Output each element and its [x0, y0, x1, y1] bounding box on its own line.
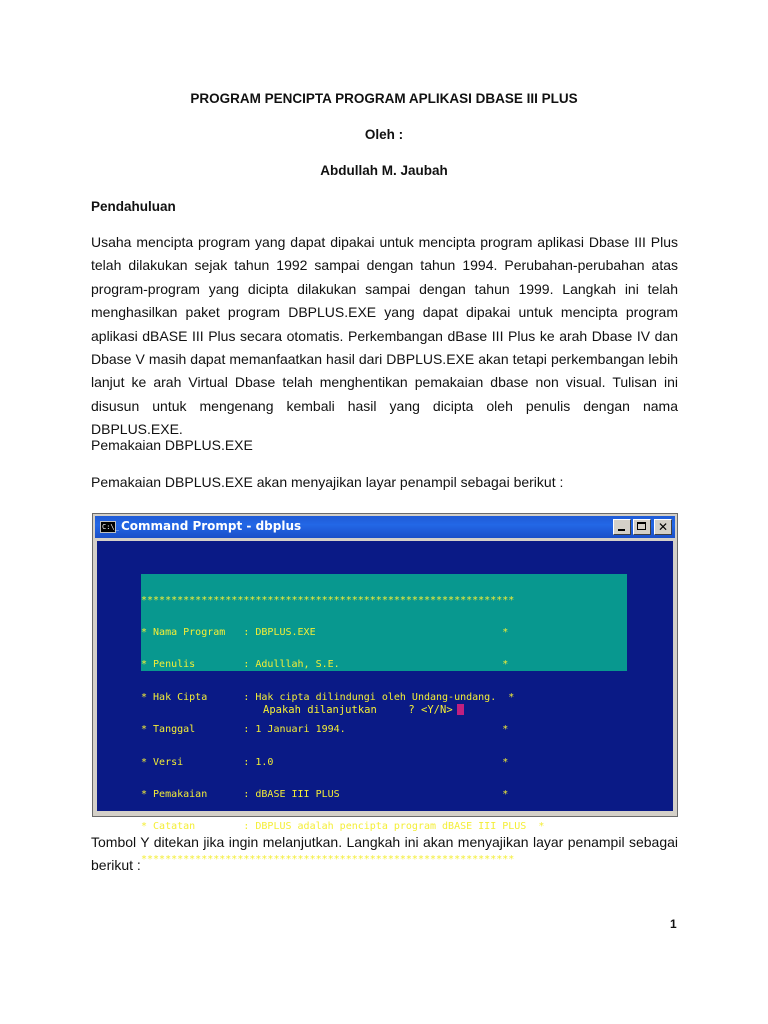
intro-line: telah dilakukan sejak tahun 1992 sampai dengan tahun 1994. Perubahan-perubahan atas	[91, 257, 678, 274]
info-row-tanggal: * Tanggal : 1 Januari 1994. *	[141, 724, 509, 736]
continue-prompt-text: Apakah dilanjutkan ? <Y/N>	[263, 704, 453, 716]
usage-text: Pemakaian DBPLUS.EXE akan menyajikan layar penampil sebagai berikut :	[91, 474, 564, 490]
info-row-penulis: * Penulis : Adulllah, S.E. *	[141, 659, 509, 671]
intro-line: Dbase V masih dapat memanfaatkan hasil dari DBPLUS.EXE akan tetapi perkembangan lebih	[91, 351, 678, 368]
info-row-versi: * Versi : 1.0 *	[141, 756, 509, 768]
after-paragraph	[91, 831, 678, 878]
info-row-nama-program: * Nama Program : DBPLUS.EXE *	[141, 626, 509, 638]
cmd-icon[interactable]: C:\_	[102, 523, 119, 531]
info-row-catatan: * Catatan : DBPLUS adalah pencipta program dBASE III PLUS *	[141, 821, 545, 833]
after-line: Tombol Y ditekan jika ingin melanjutkan. Langkah ini akan menyajikan layar penampil sebagai	[91, 834, 678, 850]
usage-heading: Pemakaian DBPLUS.EXE	[91, 437, 253, 453]
page-number: 1	[670, 917, 677, 931]
intro-paragraph	[91, 231, 678, 442]
minimize-icon	[618, 529, 625, 531]
after-line: berikut :	[91, 857, 141, 874]
info-row-pemakaian: * Pemakaian : dBASE III PLUS *	[141, 788, 509, 800]
close-icon: ✕	[657, 520, 669, 534]
info-row-hak-cipta: * Hak Cipta : Hak cipta dilindungi oleh Undang-undang. *	[141, 691, 515, 703]
author-name: Abdullah M. Jaubah	[320, 163, 448, 178]
window-title: Command Prompt - dbplus	[121, 519, 302, 533]
text-cursor[interactable]	[457, 704, 464, 715]
intro-line: program-program yang dicipta dilakukan sampai dengan tahun 1999. Langkah ini telah	[91, 280, 678, 297]
continue-prompt	[263, 704, 464, 716]
maximize-icon	[637, 522, 646, 530]
section-heading: Pendahuluan	[91, 199, 176, 214]
document-title: PROGRAM PENCIPTA PROGRAM APLIKASI DBASE III PLUS	[190, 91, 578, 106]
by-label: Oleh :	[364, 127, 404, 142]
intro-line: aplikasi dBASE III Plus secara otomatis. Perkembangan dBase III Plus ke arah Dbase IV dan	[91, 327, 678, 344]
close-button[interactable]	[654, 519, 672, 535]
minimize-button[interactable]	[613, 519, 631, 535]
intro-line: disusun untuk mengenang kembali hasil yang dicipta oleh penulis dengan nama DBPLUS.EXE.	[91, 397, 678, 438]
info-border-bottom: **************************************************************	[141, 853, 515, 865]
intro-line: menghasilkan paket program DBPLUS.EXE yang dapat dipakai untuk mencipta program	[91, 304, 678, 321]
window-titlebar[interactable]	[95, 516, 675, 538]
info-border-top: **************************************************************	[141, 594, 515, 606]
intro-line: lanjut ke arah Virtual Dbase telah menghentikan pemakaian dbase non visual. Tulisan ini	[91, 374, 678, 391]
intro-line: Usaha mencipta program yang dapat dipakai untuk mencipta program aplikasi Dbase III Plus	[91, 234, 678, 250]
maximize-button[interactable]	[633, 519, 651, 535]
